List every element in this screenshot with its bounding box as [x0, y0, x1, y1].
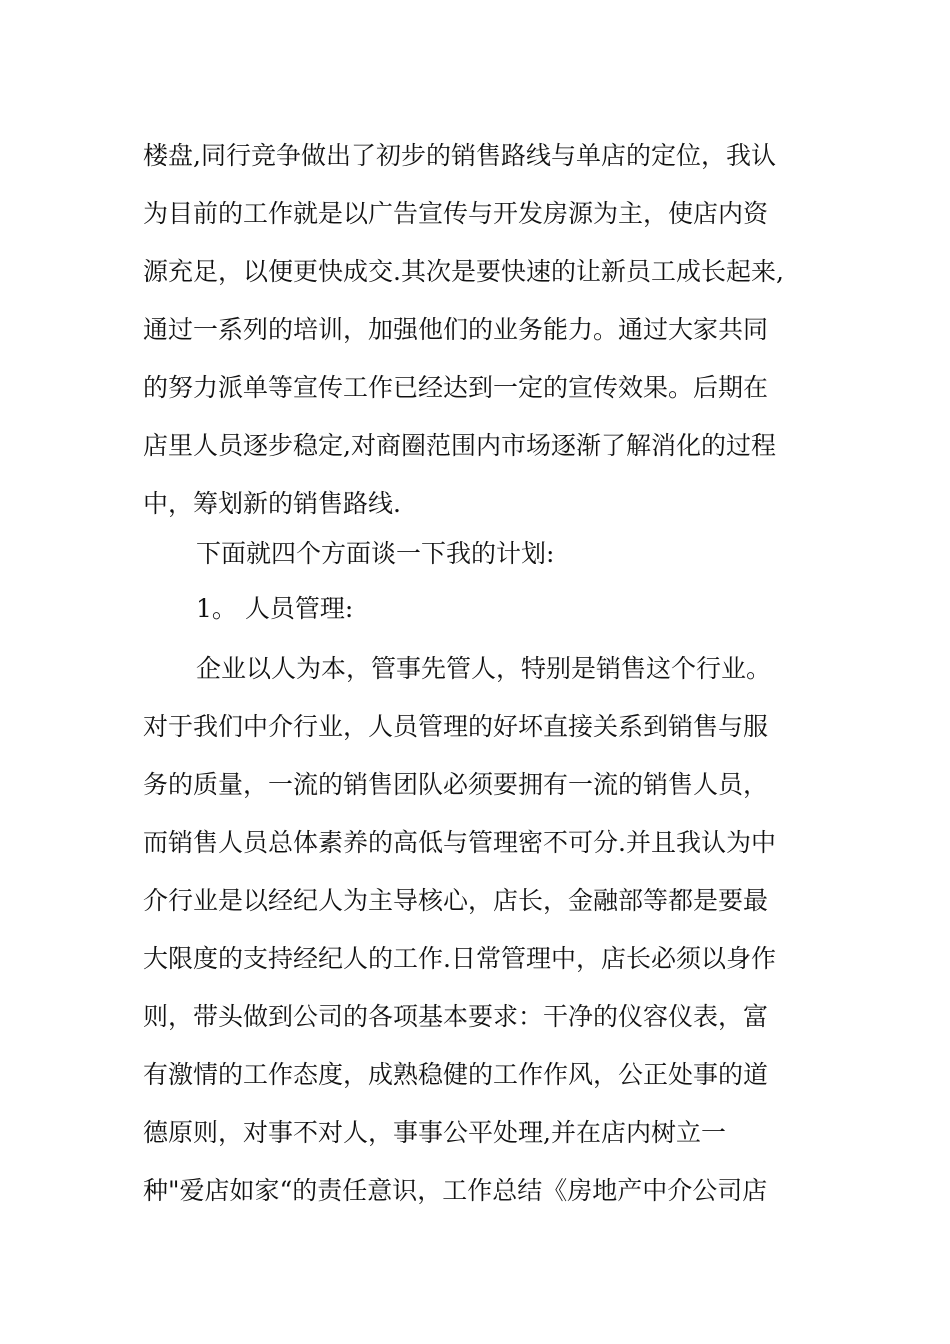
section-heading — [143, 580, 813, 638]
paragraph-line: 通过一系列的培训，加强他们的业务能力。通过大家共同 — [143, 315, 769, 344]
paragraph-line: 大限度的支持经纪人的工作.日常管理中，店长必须以身作 — [143, 944, 776, 973]
paragraph-line: 则，带头做到公司的各项基本要求：干净的仪容仪表，富 — [143, 1002, 769, 1031]
paragraph-line: 介行业是以经纪人为主导核心，店长，金融部等都是要最 — [143, 886, 769, 915]
plan-intro-line: 下面就四个方面谈一下我的计划: — [196, 539, 555, 568]
management-paragraph — [143, 640, 813, 1220]
paragraph-line: 为目前的工作就是以广告宣传与开发房源为主，使店内资 — [143, 199, 769, 228]
plan-intro-paragraph — [143, 525, 813, 583]
paragraph-line: 种"爱店如家“的责任意识，工作总结《房地产中介公司店 — [143, 1176, 768, 1205]
paragraph-line: 店里人员逐步稳定,对商圈范围内市场逐渐了解消化的过程 — [143, 431, 776, 460]
paragraph-line: 务的质量，一流的销售团队必须要拥有一流的销售人员， — [143, 770, 769, 799]
paragraph-line: 企业以人为本，管事先管人，特别是销售这个行业。 — [196, 654, 772, 683]
paragraph-line: 而销售人员总体素养的高低与管理密不可分.并且我认为中 — [143, 828, 776, 857]
paragraph-line: 有激情的工作态度，成熟稳健的工作作风，公正处事的道 — [143, 1060, 769, 1089]
paragraph-line: 德原则，对事不对人，事事公平处理,并在店内树立一 — [143, 1118, 726, 1147]
paragraph-line: 中，筹划新的销售路线. — [143, 489, 401, 518]
paragraph-line: 对于我们中介行业，人员管理的好坏直接关系到销售与服 — [143, 712, 769, 741]
section-heading-line: 1。 人员管理: — [196, 594, 354, 623]
paragraph-line: 楼盘,同行竞争做出了初步的销售路线与单店的定位，我认 — [143, 141, 776, 170]
intro-paragraph — [143, 127, 813, 533]
paragraph-line: 的努力派单等宣传工作已经达到一定的宣传效果。后期在 — [143, 373, 769, 402]
paragraph-line: 源充足，以便更快成交.其次是要快速的让新员工成长起来, — [143, 257, 784, 286]
